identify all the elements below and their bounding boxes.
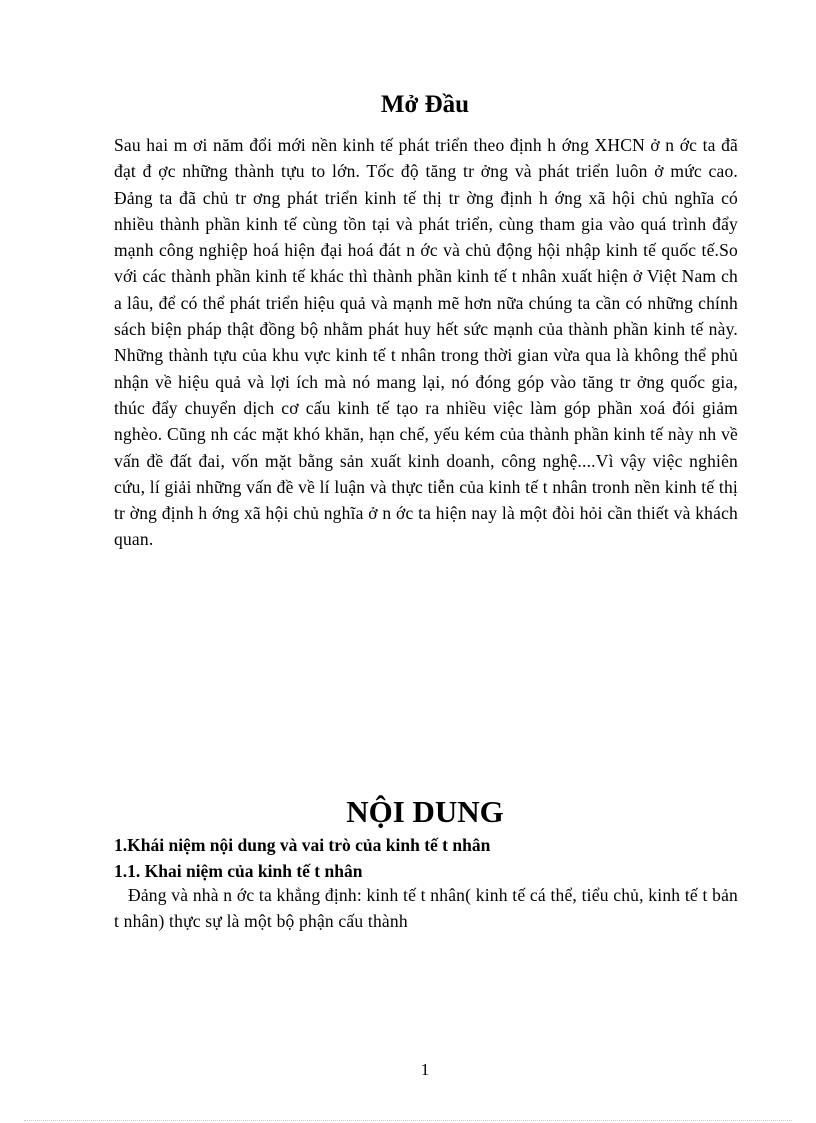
page-bottom-divider xyxy=(24,1120,792,1121)
intro-paragraph: Sau hai m ơi năm đổi mới nền kinh tế phát triển theo định h ớng XHCN ở n ớc ta đã đạt đ ợc những thành tựu to lớn. Tốc độ tăng tr ởng và phát triển luôn ở mức cao. Đảng ta đã chủ tr ơng phát triển kinh tế thị tr ờng định h ớng xã hội chủ nghĩa có nhiều thành phần kinh tế cùng tồn tại và phát triển, cùng tham gia vào quá trình đẩy mạnh công nghiệp hoá hiện đại hoá đát n ớc và chủ động hội nhập kinh tế quốc tế.So với các thành phần kinh tế khác thì thành phần kinh tế t nhân xuất hiện ở Việt Nam ch a lâu, để có thể phát triển hiệu quả và mạnh mẽ hơn nữa chúng ta cần có những chính sách biện pháp thật đồng bộ nhằm phát huy hết sức mạnh của thành phần kinh tế này. Những thành tựu của khu vực kinh tế t nhân trong thời gian vừa qua là không thể phủ nhận về hiệu quả và lợi ích mà nó mang lại, nó đóng góp vào tăng tr ởng quốc gia, thúc đẩy chuyển dịch cơ cấu kinh tế tạo ra nhiều việc làm góp phần xoá đói giảm nghèo. Cũng nh các mặt khó khăn, hạn chế, yếu kém của thành phần kinh tế này nh về vấn đề đất đai, vốn mặt bằng sản xuất kinh doanh, công nghệ....Vì vậy việc nghiên cứu, lí giải những vấn đề về lí luận và thực tiễn của kinh tế t nhân tronh nền kinh tế thị tr ờng định h ớng xã hội chủ nghĩa ở n ớc ta hiện nay là một đòi hỏi cần thiết và khách quan. xyxy=(114,135,738,550)
document-title: Mở Đầu xyxy=(380,91,470,118)
heading-1: 1.Khái niệm nội dung và vai trò của kinh tế t nhân xyxy=(114,835,491,855)
body-paragraph: Đảng và nhà n ớc ta khẳng định: kinh tế t nhân( kinh tế cá thể, tiểu chủ, kinh tế t bản t nhân) thực sự là một bộ phận cấu thành xyxy=(114,885,738,932)
section-title: NỘI DUNG xyxy=(346,794,504,829)
page-number: 1 xyxy=(420,1060,430,1079)
heading-1-1: 1.1. Khai niệm của kinh tế t nhân xyxy=(114,861,363,881)
